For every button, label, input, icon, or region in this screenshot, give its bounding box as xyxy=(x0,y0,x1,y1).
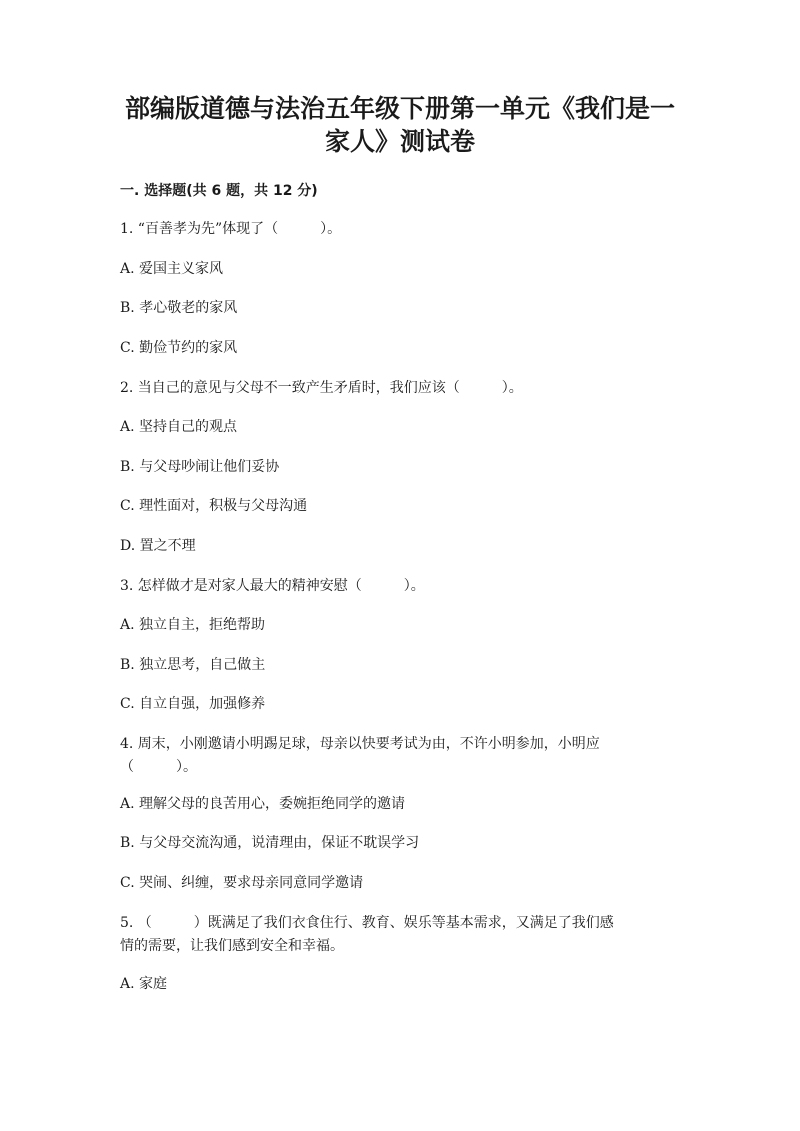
question-4-option-c: C. 哭闹、纠缠，要求母亲同意同学邀请 xyxy=(120,875,364,891)
question-5-stem-line-2: 情的需要，让我们感到安全和幸福。 xyxy=(120,938,344,954)
question-4-option-a: A. 理解父母的良苦用心，委婉拒绝同学的邀请 xyxy=(120,796,406,812)
question-2-option-c: C. 理性面对，积极与父母沟通 xyxy=(120,498,308,514)
question-3-option-b: B. 独立思考，自己做主 xyxy=(120,657,266,673)
document-title xyxy=(120,92,680,158)
question-2-option-d: D. 置之不理 xyxy=(120,538,196,554)
question-1-option-a: A. 爱国主义家风 xyxy=(120,261,224,277)
question-3-option-a: A. 独立自主，拒绝帮助 xyxy=(120,617,266,633)
question-2-option-b: B. 与父母吵闹让他们妥协 xyxy=(120,459,280,475)
question-1-stem: 1. “百善孝为先”体现了（ ）。 xyxy=(120,221,342,237)
question-3-stem: 3. 怎样做才是对家人最大的精神安慰（ ）。 xyxy=(120,578,425,594)
title-line-1: 部编版道德与法治五年级下册第一单元《我们是一 xyxy=(124,94,675,123)
title-line-2: 家人》测试卷 xyxy=(324,127,475,156)
question-2-option-a: A. 坚持自己的观点 xyxy=(120,419,238,435)
question-4-stem-line-1: 4. 周末，小刚邀请小明踢足球，母亲以快要考试为由，不许小明参加，小明应 xyxy=(120,736,600,752)
question-1-option-b: B. 孝心敬老的家风 xyxy=(120,300,238,316)
question-1-option-c: C. 勤俭节约的家风 xyxy=(120,340,238,356)
question-2-stem: 2. 当自己的意见与父母不一致产生矛盾时，我们应该（ ）。 xyxy=(120,380,523,396)
question-5-stem-line-1: 5. （ ）既满足了我们衣食住行、教育、娱乐等基本需求，又满足了我们感 xyxy=(120,915,614,931)
question-5-option-a: A. 家庭 xyxy=(120,976,168,992)
section-heading: 一. 选择题(共 6 题，共 12 分) xyxy=(120,183,318,199)
question-3-option-c: C. 自立自强，加强修养 xyxy=(120,696,266,712)
question-4-stem-line-2: （ ）。 xyxy=(120,759,197,775)
question-4-option-b: B. 与父母交流沟通，说清理由，保证不耽误学习 xyxy=(120,835,420,851)
